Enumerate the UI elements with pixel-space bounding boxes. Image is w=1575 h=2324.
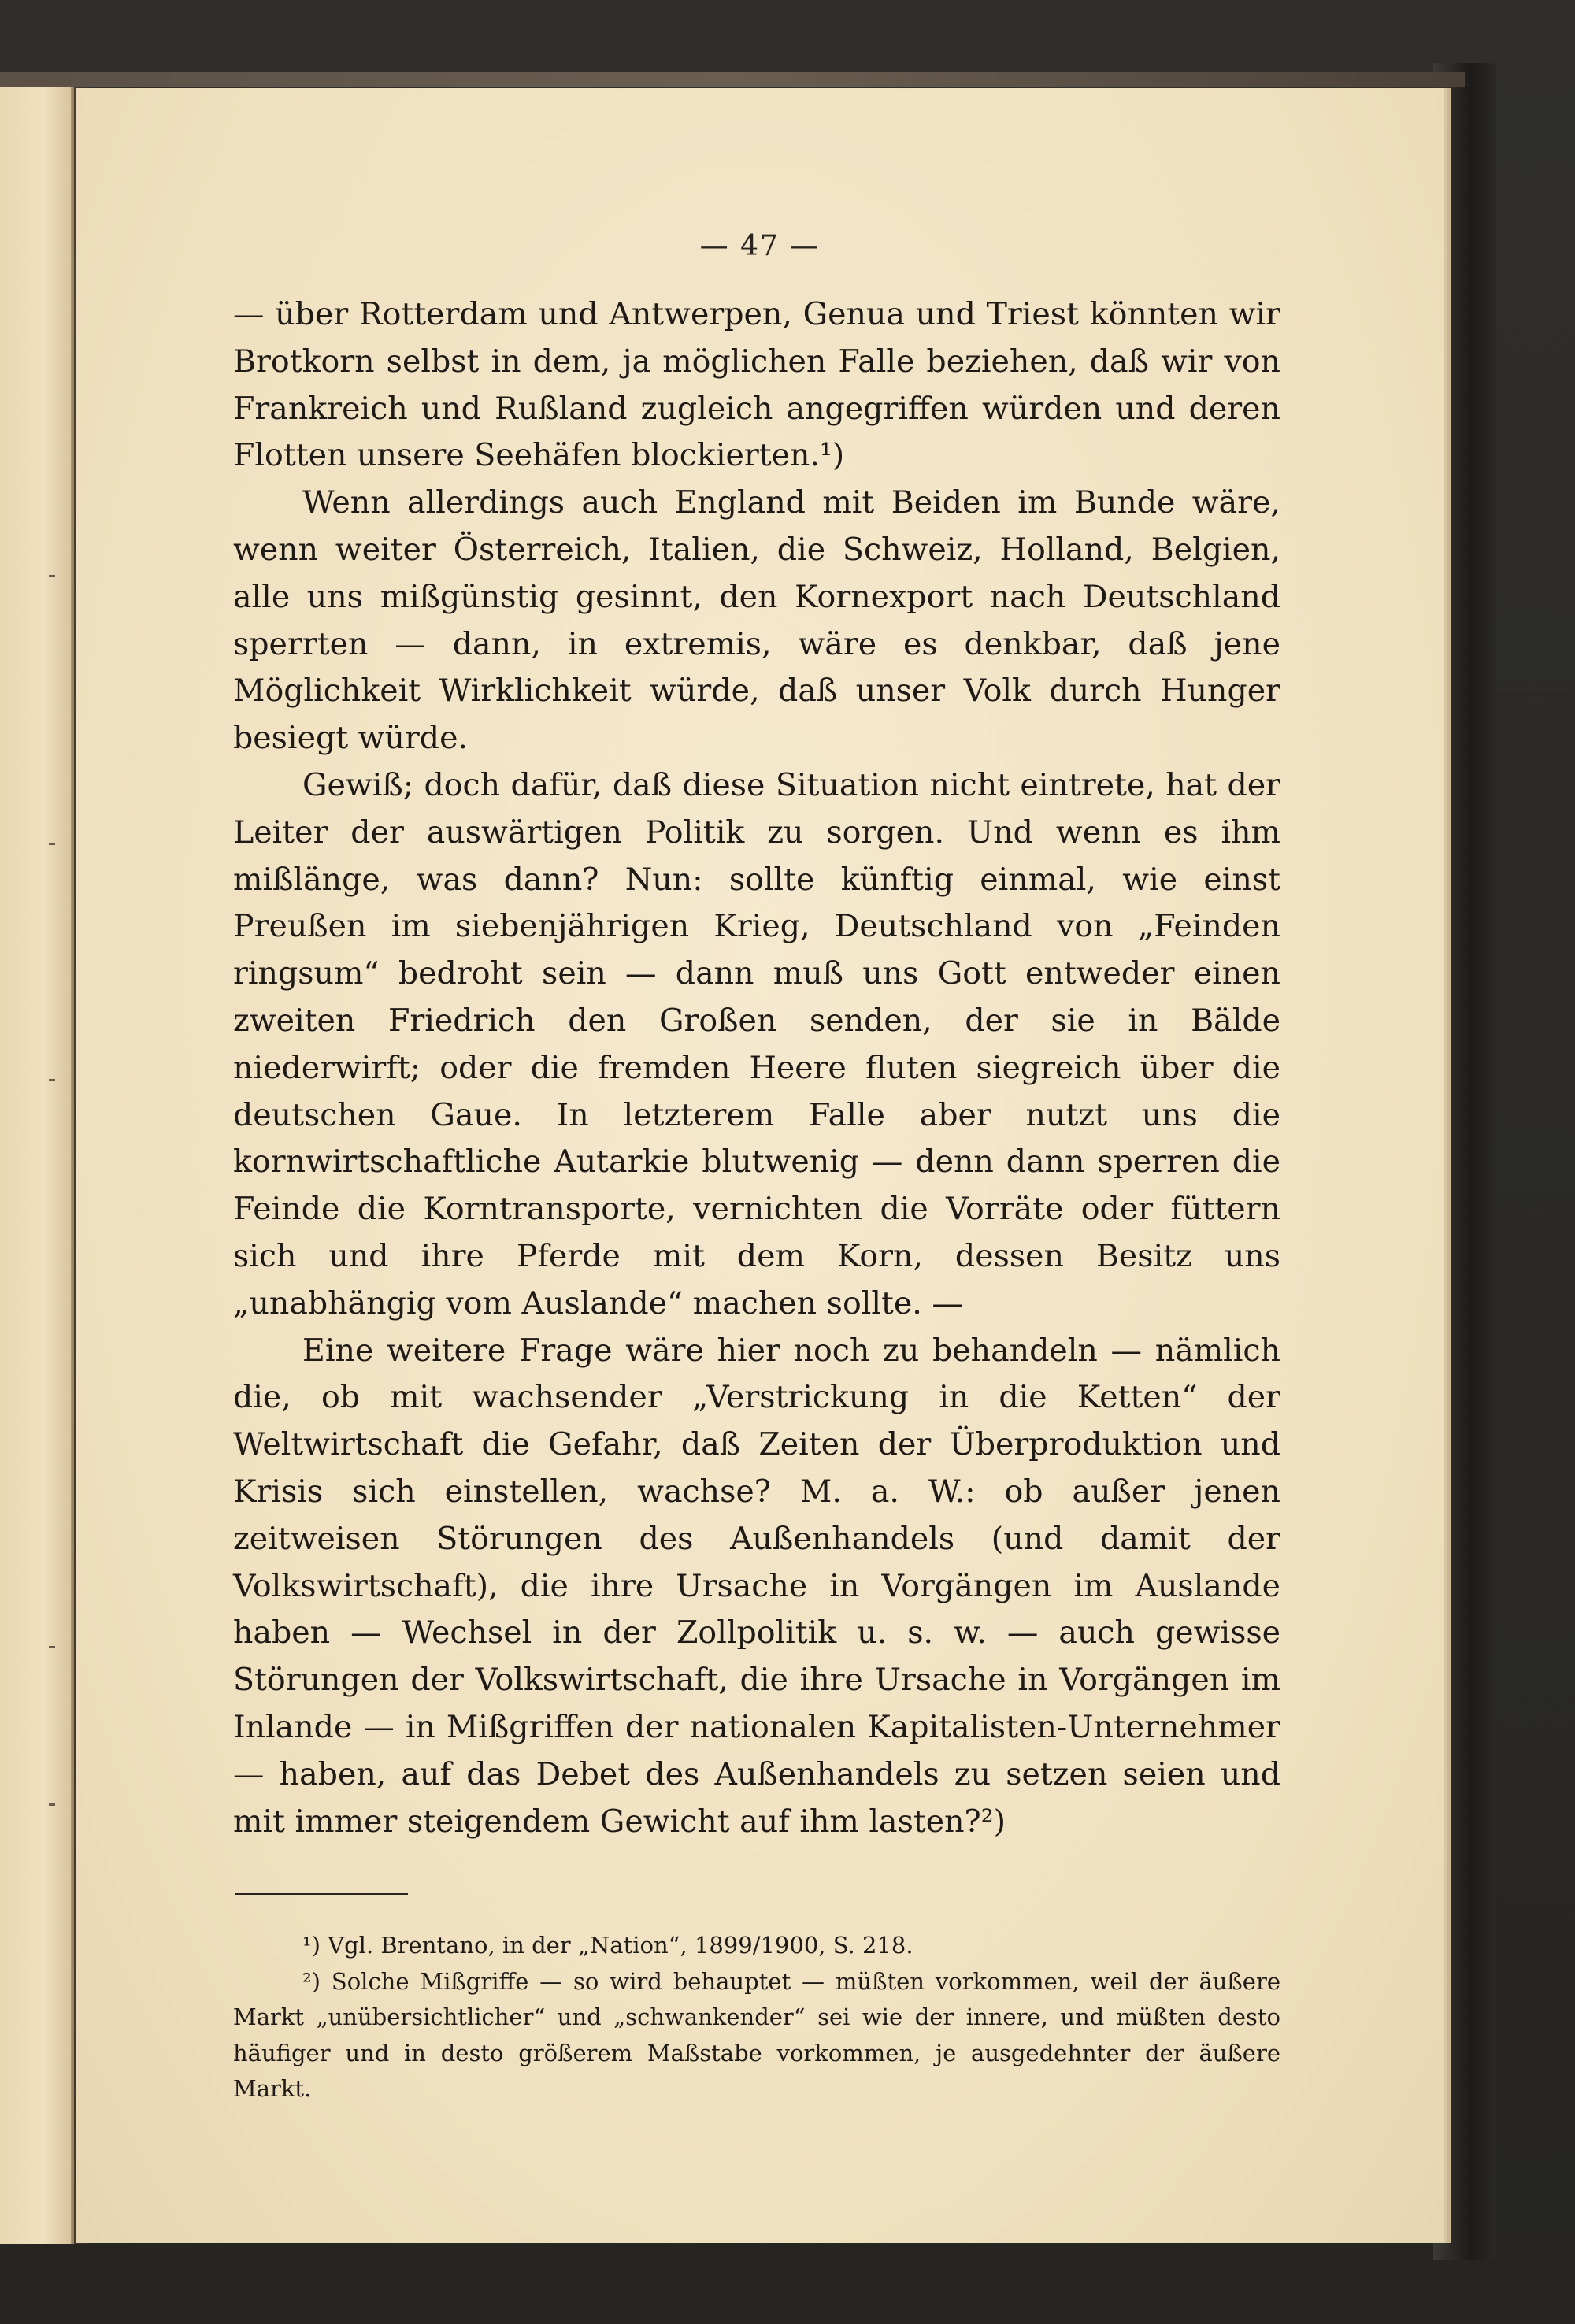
facing-page-mark <box>49 1803 55 1806</box>
facing-page-mark <box>49 1079 55 1081</box>
facing-page <box>0 87 74 2244</box>
paragraph: — über Rotterdam und Antwerpen, Genua und Triest könnten wir Brotkorn selbst in dem, ja möglichen Falle beziehen, daß wir von Frankreich und Rußland zugleich angegriffen würden und deren Flotten unsere Seehäfen blockierten.¹) <box>233 296 1280 474</box>
body-text <box>233 291 1280 1845</box>
footnotes <box>233 1928 1280 2107</box>
facing-page-mark <box>49 575 55 577</box>
book-page <box>76 88 1444 2243</box>
book-top-edge <box>0 72 1465 87</box>
footnote: ²) Solche Mißgriffe — so wird behauptet — müßten vorkommen, weil der äußere Markt „unübersichtlicher“ und „schwankender“ sei wie der innere, und müßten desto häufiger und in desto größerem Maßstabe vorkommen, je ausgedehnter der äußere Markt. <box>233 1967 1280 2102</box>
page-number: — 47 — <box>699 230 821 262</box>
facing-page-mark <box>49 843 55 845</box>
paragraph: Gewiß; doch dafür, daß diese Situation nicht eintrete, hat der Leiter der auswärtigen Politik zu sorgen. Und wenn es ihm mißlänge, was dann? Nun: sollte künftig einmal, wie einst Preußen im siebenjährigen Krieg, Deutschland von „Feinden ringsum“ bedroht sein — dann muß uns Gott entweder einen zweiten Friedrich den Großen senden, der sie in Bälde niederwirft; oder die fremden Heere fluten siegreich über die deutschen Gaue. In letzterem Falle aber nutzt uns die kornwirtschaftliche Autarkie blutwenig — denn dann sperren die Feinde die Korntransporte, vernichten die Vorräte oder füttern sich und ihre Pferde mit dem Korn, dessen Besitz uns „unabhängig vom Auslande“ machen sollte. — <box>233 766 1280 1321</box>
paragraph: Wenn allerdings auch England mit Beiden im Bunde wäre, wenn weiter Österreich, Italien, die Schweiz, Holland, Belgien, alle uns mißgünstig gesinnt, den Kornexport nach Deutschland sperrten — dann, in extremis, wäre es denkbar, daß jene Möglichkeit Wirklichkeit würde, daß unser Volk durch Hunger besiegt würde. <box>233 484 1280 757</box>
footnote-rule <box>235 1893 408 1895</box>
footnote: ¹) Vgl. Brentano, in der „Nation“, 1899/1900, S. 218. <box>302 1932 914 1959</box>
facing-page-mark <box>49 1646 55 1648</box>
paragraph: Eine weitere Frage wäre hier noch zu behandeln — nämlich die, ob mit wachsender „Verstrickung in die Ketten“ der Weltwirtschaft die Gefahr, daß Zeiten der Überproduktion und Krisis sich einstellen, wachse? M. a. W.: ob außer jenen zeitweisen Störungen des Außenhandels (und damit der Volkswirtschaft), die ihre Ursache in Vorgängen im Auslande haben — Wechsel in der Zollpolitik u. s. w. — auch gewisse Störungen der Volkswirtschaft, die ihre Ursache in Vorgängen im Inlande — in Mißgriffen der nationalen Kapitalisten-Unternehmer — haben, auf das Debet des Außenhandels zu setzen seien und mit immer steigendem Gewicht auf ihm lasten?²) <box>233 1332 1280 1840</box>
